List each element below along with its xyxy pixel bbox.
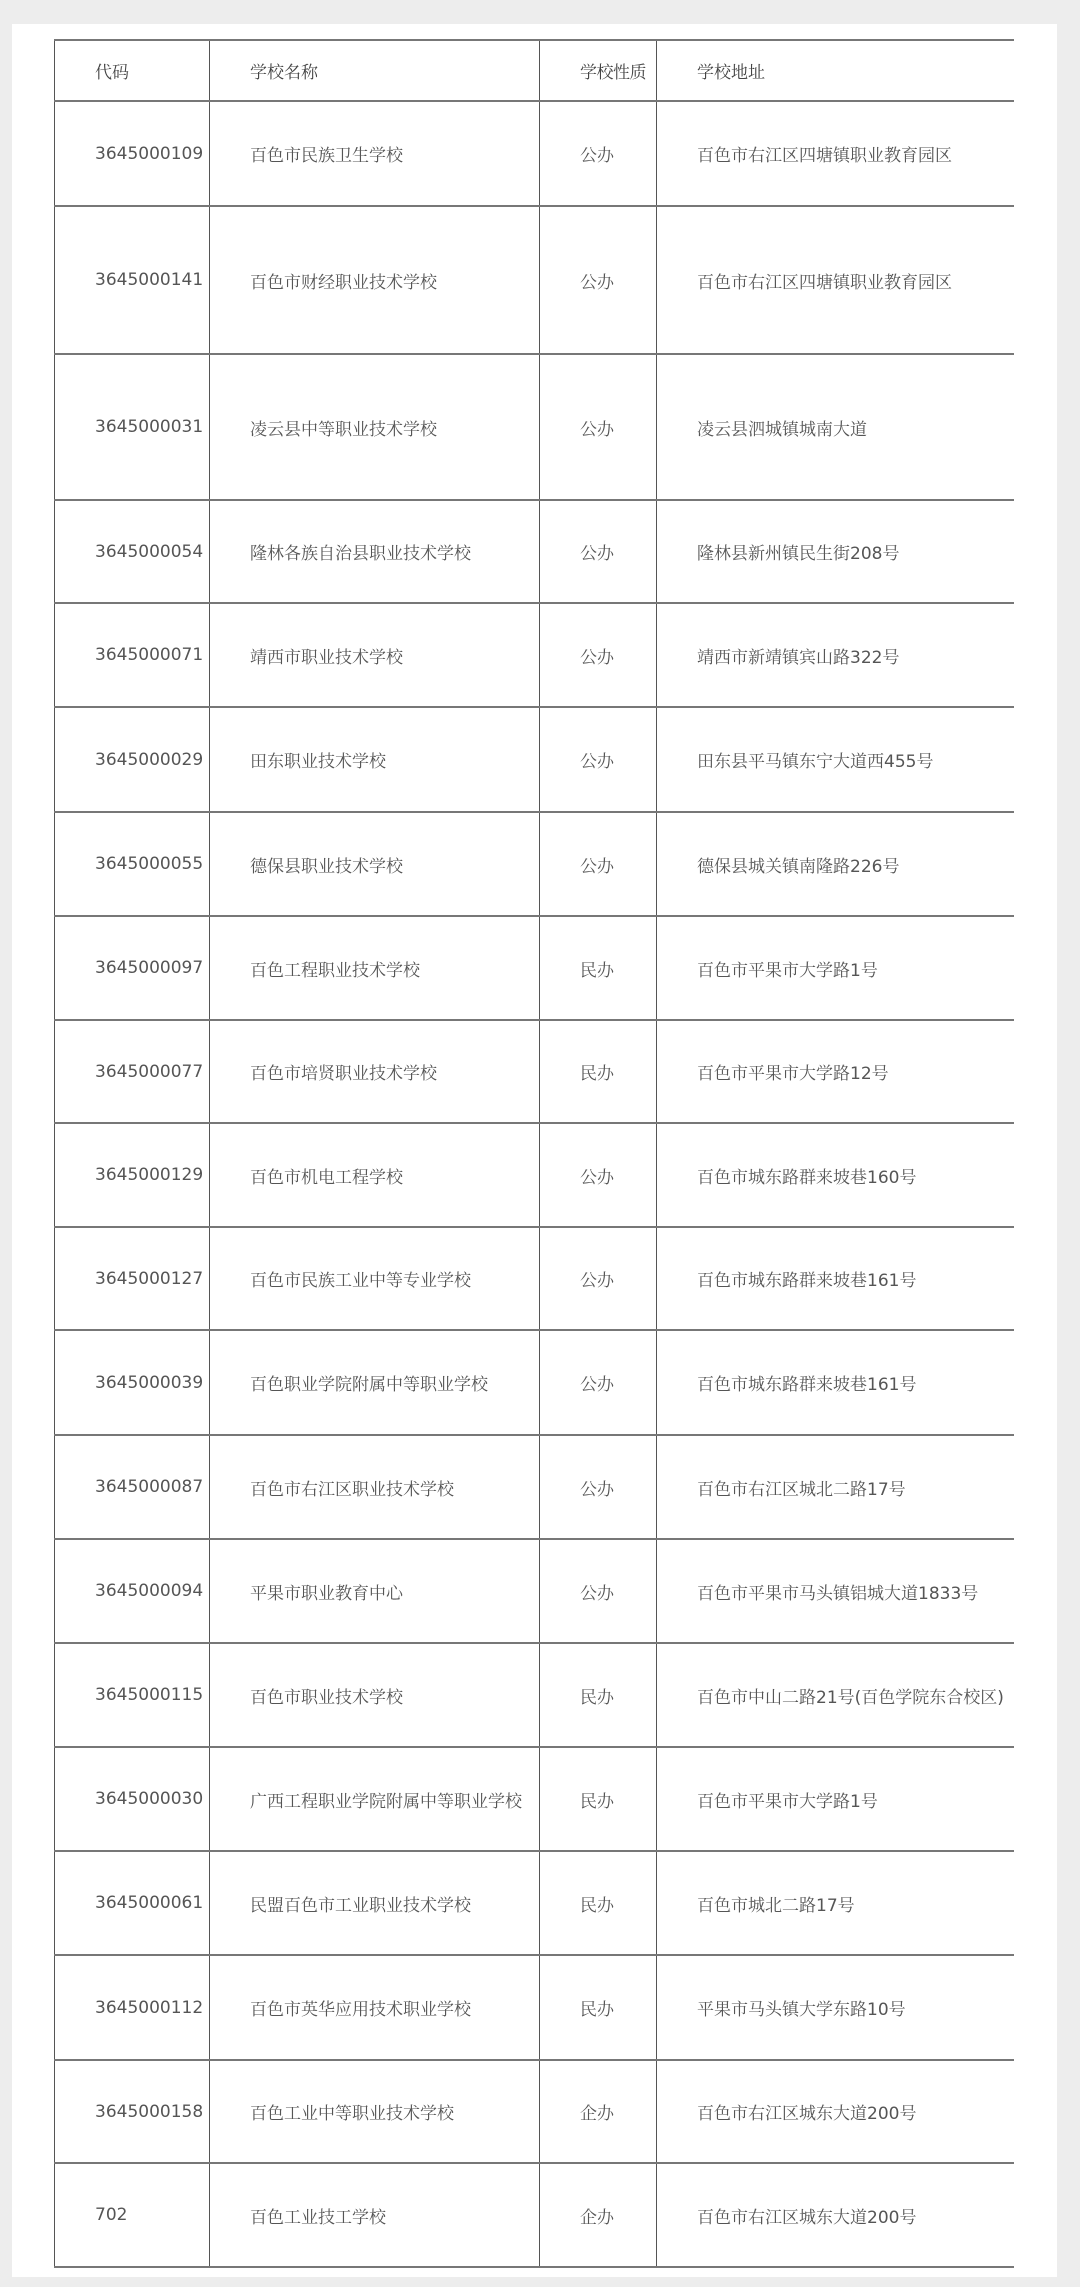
cell-address: 百色市右江区四塘镇职业教育园区 [657, 101, 1014, 206]
cell-type: 民办 [540, 1020, 657, 1123]
header-name: 学校名称 [210, 40, 540, 101]
cell-address: 百色市右江区城东大道200号 [657, 2060, 1014, 2163]
cell-type: 公办 [540, 1227, 657, 1330]
cell-name: 百色市英华应用技术职业学校 [210, 1955, 540, 2060]
cell-address: 百色市平果市大学路12号 [657, 1020, 1014, 1123]
cell-code: 3645000055 [55, 812, 210, 916]
cell-code: 3645000077 [55, 1020, 210, 1123]
table-row [55, 707, 1014, 812]
cell-type: 公办 [540, 1539, 657, 1643]
cell-address: 百色市平果市马头镇铝城大道1833号 [657, 1539, 1014, 1643]
cell-name: 民盟百色市工业职业技术学校 [210, 1851, 540, 1955]
cell-type: 公办 [540, 1123, 657, 1227]
cell-type: 公办 [540, 354, 657, 500]
cell-name: 百色工业技工学校 [210, 2163, 540, 2267]
cell-code: 3645000061 [55, 1851, 210, 1955]
cell-name: 隆林各族自治县职业技术学校 [210, 500, 540, 603]
cell-type: 民办 [540, 916, 657, 1020]
cell-code: 3645000029 [55, 707, 210, 812]
cell-address: 靖西市新靖镇宾山路322号 [657, 603, 1014, 707]
cell-name: 百色市培贤职业技术学校 [210, 1020, 540, 1123]
table-row [55, 1435, 1014, 1539]
table-row [55, 916, 1014, 1020]
cell-code: 3645000071 [55, 603, 210, 707]
table-row [55, 354, 1014, 500]
header-address: 学校地址 [657, 40, 1014, 101]
cell-address: 百色市平果市大学路1号 [657, 1747, 1014, 1851]
schools-table [54, 39, 1014, 2268]
cell-address: 田东县平马镇东宁大道西455号 [657, 707, 1014, 812]
cell-type: 公办 [540, 1435, 657, 1539]
table-row [55, 603, 1014, 707]
cell-name: 百色市民族工业中等专业学校 [210, 1227, 540, 1330]
table-row [55, 1851, 1014, 1955]
table-row [55, 2163, 1014, 2267]
table-row [55, 500, 1014, 603]
table-row [55, 1123, 1014, 1227]
cell-code: 3645000054 [55, 500, 210, 603]
cell-name: 靖西市职业技术学校 [210, 603, 540, 707]
cell-name: 凌云县中等职业技术学校 [210, 354, 540, 500]
cell-address: 平果市马头镇大学东路10号 [657, 1955, 1014, 2060]
cell-type: 公办 [540, 500, 657, 603]
table-row [55, 1539, 1014, 1643]
cell-address: 隆林县新州镇民生街208号 [657, 500, 1014, 603]
cell-code: 3645000127 [55, 1227, 210, 1330]
cell-code: 3645000030 [55, 1747, 210, 1851]
cell-name: 百色市财经职业技术学校 [210, 206, 540, 354]
cell-address: 百色市城东路群来坡巷161号 [657, 1330, 1014, 1435]
table-row [55, 1020, 1014, 1123]
cell-code: 3645000141 [55, 206, 210, 354]
cell-name: 田东职业技术学校 [210, 707, 540, 812]
cell-address: 百色市城东路群来坡巷161号 [657, 1227, 1014, 1330]
cell-name: 百色市机电工程学校 [210, 1123, 540, 1227]
cell-code: 3645000158 [55, 2060, 210, 2163]
table-row [55, 2060, 1014, 2163]
cell-name: 百色工业中等职业技术学校 [210, 2060, 540, 2163]
table-row [55, 1643, 1014, 1747]
cell-address: 凌云县泗城镇城南大道 [657, 354, 1014, 500]
cell-type: 公办 [540, 206, 657, 354]
table-row [55, 1955, 1014, 2060]
cell-address: 百色市城北二路17号 [657, 1851, 1014, 1955]
cell-code: 3645000109 [55, 101, 210, 206]
table-row [55, 1747, 1014, 1851]
cell-code: 3645000129 [55, 1123, 210, 1227]
cell-address: 百色市平果市大学路1号 [657, 916, 1014, 1020]
table-row [55, 1330, 1014, 1435]
cell-code: 702 [55, 2163, 210, 2267]
cell-name: 德保县职业技术学校 [210, 812, 540, 916]
cell-code: 3645000087 [55, 1435, 210, 1539]
table-row [55, 1227, 1014, 1330]
cell-code: 3645000115 [55, 1643, 210, 1747]
header-code: 代码 [55, 40, 210, 101]
cell-type: 企办 [540, 2163, 657, 2267]
cell-code: 3645000112 [55, 1955, 210, 2060]
cell-name: 百色市职业技术学校 [210, 1643, 540, 1747]
cell-code: 3645000039 [55, 1330, 210, 1435]
cell-type: 民办 [540, 1747, 657, 1851]
cell-code: 3645000031 [55, 354, 210, 500]
cell-address: 德保县城关镇南隆路226号 [657, 812, 1014, 916]
cell-name: 平果市职业教育中心 [210, 1539, 540, 1643]
cell-type: 民办 [540, 1955, 657, 2060]
cell-type: 民办 [540, 1851, 657, 1955]
table-row [55, 101, 1014, 206]
cell-type: 企办 [540, 2060, 657, 2163]
cell-address: 百色市右江区城北二路17号 [657, 1435, 1014, 1539]
cell-type: 民办 [540, 1643, 657, 1747]
cell-code: 3645000097 [55, 916, 210, 1020]
cell-type: 公办 [540, 603, 657, 707]
header-type: 学校性质 [540, 40, 657, 101]
cell-address: 百色市城东路群来坡巷160号 [657, 1123, 1014, 1227]
cell-name: 广西工程职业学院附属中等职业学校 [210, 1747, 540, 1851]
cell-address: 百色市中山二路21号(百色学院东合校区) [657, 1643, 1014, 1747]
cell-name: 百色职业学院附属中等职业学校 [210, 1330, 540, 1435]
cell-name: 百色市右江区职业技术学校 [210, 1435, 540, 1539]
cell-type: 公办 [540, 1330, 657, 1435]
cell-type: 公办 [540, 812, 657, 916]
table-row [55, 206, 1014, 354]
cell-code: 3645000094 [55, 1539, 210, 1643]
cell-name: 百色工程职业技术学校 [210, 916, 540, 1020]
table-row [55, 812, 1014, 916]
cell-address: 百色市右江区四塘镇职业教育园区 [657, 206, 1014, 354]
cell-name: 百色市民族卫生学校 [210, 101, 540, 206]
cell-type: 公办 [540, 101, 657, 206]
cell-type: 公办 [540, 707, 657, 812]
table-header-row [55, 40, 1014, 101]
cell-address: 百色市右江区城东大道200号 [657, 2163, 1014, 2267]
